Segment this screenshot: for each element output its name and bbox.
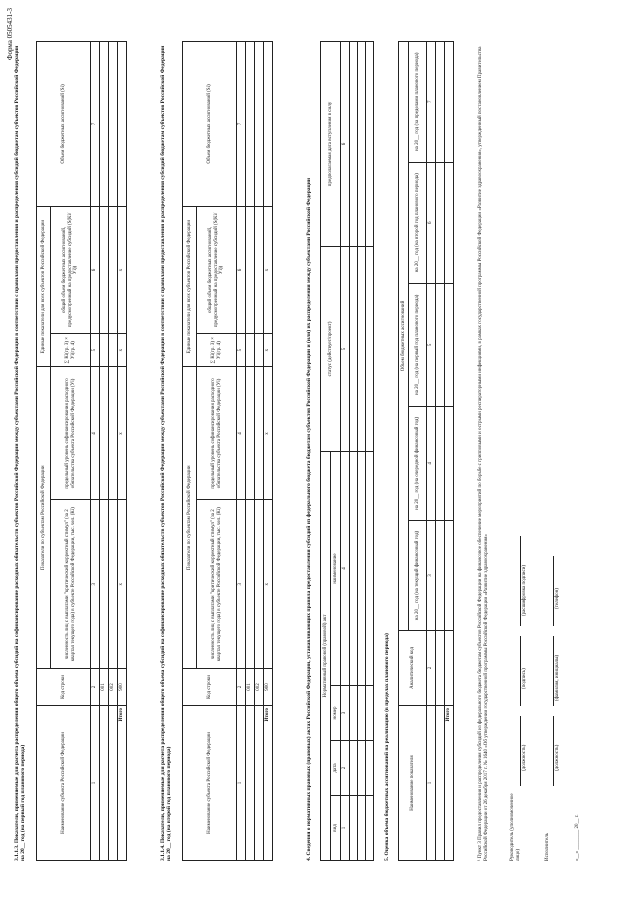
head-signature-caption: (подпись)	[522, 668, 527, 689]
x-cell: x	[117, 500, 126, 669]
row-code: 001	[99, 669, 108, 706]
table-row	[357, 42, 365, 861]
th-year-4: на 20__ год (на второй год планового периода)	[409, 162, 427, 283]
num-cell: 4	[427, 406, 436, 520]
section-3113-title: 3.1.1.3. Показатели, применяемые для расчета распределения общего объема субсидий на софинансирование расходных обязательств субъектов Российской Федерации между субъектами Российской Федерации в соответствии с правилами предоставления и распределения субсидий бюджетам субъектов Российской Федерации на 20__ год (на первый год планового периода)	[14, 45, 27, 861]
th-group-calc: Единые показатели для всех субъектов Российской Федерации	[37, 207, 51, 367]
num-cell: 2	[427, 631, 436, 706]
th-col5: ∑ Кi(гр. 3) × Уi(гр. 4)	[51, 333, 91, 367]
num-cell: 7	[427, 42, 436, 163]
section-4-title: 4. Сведения о нормативных правовых (правовых) актах Российской Федерации, устанавливающих правила предоставления субсидий из федерального бюджета бюджетам субъектов Российской Федерации и (или) их распределения между субъектами Российской Федерации	[306, 177, 312, 861]
th-col5: ∑ Кi(гр. 3) × Уi(гр. 4)	[197, 333, 237, 367]
total-label: Итого	[117, 706, 126, 861]
th-analytic-code: Аналитический код	[399, 631, 427, 706]
table-row	[365, 42, 373, 861]
th-year-5: на 20__ год (за пределами планового периода)	[409, 42, 427, 163]
th-year-3: на 20__ год (на первый год планового периода)	[409, 283, 427, 406]
th-name: наименование	[331, 452, 341, 686]
th-num: номер	[331, 686, 341, 741]
th-indicator: Наименование показателя	[399, 706, 427, 861]
th-col7: Объем бюджетных ассигнований (Si)	[183, 42, 237, 207]
num-cell: 4	[237, 367, 246, 500]
th-col3: численность лиц с выплатами "критический корректный стимул" (за 2 квартал текущего года) в субъекте Российской Федерации, тыс. чел. (Кi)	[51, 500, 91, 669]
num-cell: 5	[91, 333, 100, 367]
num-cell: 3	[91, 500, 100, 669]
th-status: статус (действует/проект)	[321, 247, 341, 452]
table-row	[99, 42, 108, 861]
num-cell: 5	[341, 247, 350, 452]
num-cell: 6	[341, 42, 350, 247]
num-cell: 6	[91, 207, 100, 334]
num-cell: 1	[427, 706, 436, 861]
row-code: 002	[108, 669, 117, 706]
th-group-needs: Показатели по субъектам Российской Федерации	[183, 367, 197, 669]
th-group-needs: Показатели по субъектам Российской Федерации	[37, 367, 51, 669]
total-row	[117, 42, 126, 861]
num-cell: 4	[91, 367, 100, 500]
th-year-1: на 20__ год (на текущий финансовый год)	[409, 521, 427, 631]
th-change: предполагаемая дата вступления в силу	[321, 42, 341, 247]
th-region: Наименование субъекта Российской Федерации	[183, 706, 237, 861]
total-row	[263, 42, 272, 861]
th-col4: предельный уровень софинансирования расходного обязательства субъекта Российской Федерации (Уi)	[51, 367, 91, 500]
exec-fio-caption: (фамилия, инициалы)	[555, 654, 560, 701]
num-cell: 3	[427, 521, 436, 631]
total-row	[444, 42, 453, 861]
total-code: 900	[117, 669, 126, 706]
th-col6: общий объем бюджетных ассигнований, предусмотренный на предоставление субсидий (Ѕ(Кi/Уi))	[197, 207, 237, 334]
table-row	[108, 42, 117, 861]
form-code: Форма 0505431-3	[6, 8, 14, 60]
th-amount-group: Объем бюджетных ассигнований	[399, 42, 409, 631]
num-cell: 2	[91, 669, 100, 706]
th-code: Код строки	[183, 669, 237, 706]
num-cell: 2	[341, 741, 350, 796]
th-group-calc: Единые показатели для всех субъектов Российской Федерации	[183, 207, 197, 367]
total-code: 900	[263, 669, 272, 706]
head-label: Руководитель (уполномоченное лицо)	[510, 793, 521, 861]
th-date: дата	[331, 741, 341, 796]
table-row	[245, 42, 254, 861]
row-code: 001	[245, 669, 254, 706]
x-cell: x	[117, 207, 126, 334]
table-3114	[182, 41, 273, 861]
num-cell: 3	[237, 500, 246, 669]
num-cell: 6	[427, 162, 436, 283]
th-col4: предельный уровень софинансирования расходного обязательства субъекта Российской Федерации (Уi)	[197, 367, 237, 500]
th-act-group: Нормативный правовой (правовой) акт	[321, 452, 331, 861]
total-label: Итого	[263, 706, 272, 861]
table-4	[320, 41, 374, 861]
section-5-title: 5. Оценка объема бюджетных ассигнований на реализацию (в пределах планового периода)	[384, 633, 390, 861]
table-row	[254, 42, 263, 861]
table-row	[435, 42, 444, 861]
table-5	[398, 41, 454, 861]
th-region: Наименование субъекта Российской Федерации	[37, 706, 91, 861]
num-cell: 7	[91, 42, 100, 207]
th-type: вид	[331, 796, 341, 861]
x-cell: x	[263, 367, 272, 500]
num-cell: 4	[341, 452, 350, 686]
num-cell: 2	[237, 669, 246, 706]
num-cell: 6	[237, 207, 246, 334]
head-position-caption: (должность)	[522, 744, 527, 771]
th-code: Код строки	[37, 669, 91, 706]
exec-position-caption: (должность)	[555, 744, 560, 771]
x-cell: x	[117, 333, 126, 367]
head-name-caption: (расшифровка подписи)	[522, 564, 527, 616]
num-cell: 1	[91, 706, 100, 861]
table-3113	[36, 41, 127, 861]
num-cell: 5	[427, 283, 436, 406]
exec-label: Исполнитель	[545, 833, 550, 861]
row-code: 002	[254, 669, 263, 706]
footnote: ¹ Пункт 3 Правил предоставления и распределения субсидий из федерального бюджета бюджетам субъектов Российской Федерации на финансовое обеспечение мероприятий по борьбе с грипповыми и острыми респираторными инфекциями, в рамках государственной программы Российской Федерации «Развитие здравоохранения», утвержденный постановлением Правительства Российской Федерации от 26 декабря 2017 г. № 1640 «Об утверждении государственной программы Российской Федерации «Развитие здравоохранения»	[478, 46, 489, 861]
table-row	[349, 42, 357, 861]
num-cell: 1	[237, 706, 246, 861]
num-cell: 7	[237, 42, 246, 207]
x-cell: x	[117, 367, 126, 500]
x-cell: x	[263, 333, 272, 367]
num-cell: 5	[237, 333, 246, 367]
total-label: Итого	[444, 706, 453, 861]
num-cell: 3	[341, 686, 350, 741]
num-cell: 1	[341, 796, 350, 861]
x-cell: x	[263, 207, 272, 334]
th-col7: Объем бюджетных ассигнований (Si)	[37, 42, 91, 207]
section-3114-title: 3.1.1.4. Показатели, применяемые для расчета распределения общего объема субсидий на софинансирование расходных обязательств субъектов Российской Федерации между субъектами Российской Федерации в соответствии с правилами предоставления и распределения субсидий бюджетам субъектов Российской Федерации на 20__ год (на второй год планового периода)	[160, 45, 173, 861]
sign-date: «__» ________ 20__ г.	[575, 814, 580, 861]
exec-phone-caption: (телефон)	[555, 588, 560, 609]
th-col6: общий объем бюджетных ассигнований, предусмотренный на предоставление субсидий (Ѕ(Кi/Уi))	[51, 207, 91, 334]
th-col3: численность лиц с выплатами "критический корректный стимул" (за 2 квартал текущего года) в субъекте Российской Федерации, тыс. чел. (Кi)	[197, 500, 237, 669]
th-year-2: на 20__ год (на очередной финансовый год)	[409, 406, 427, 520]
x-cell: x	[263, 500, 272, 669]
